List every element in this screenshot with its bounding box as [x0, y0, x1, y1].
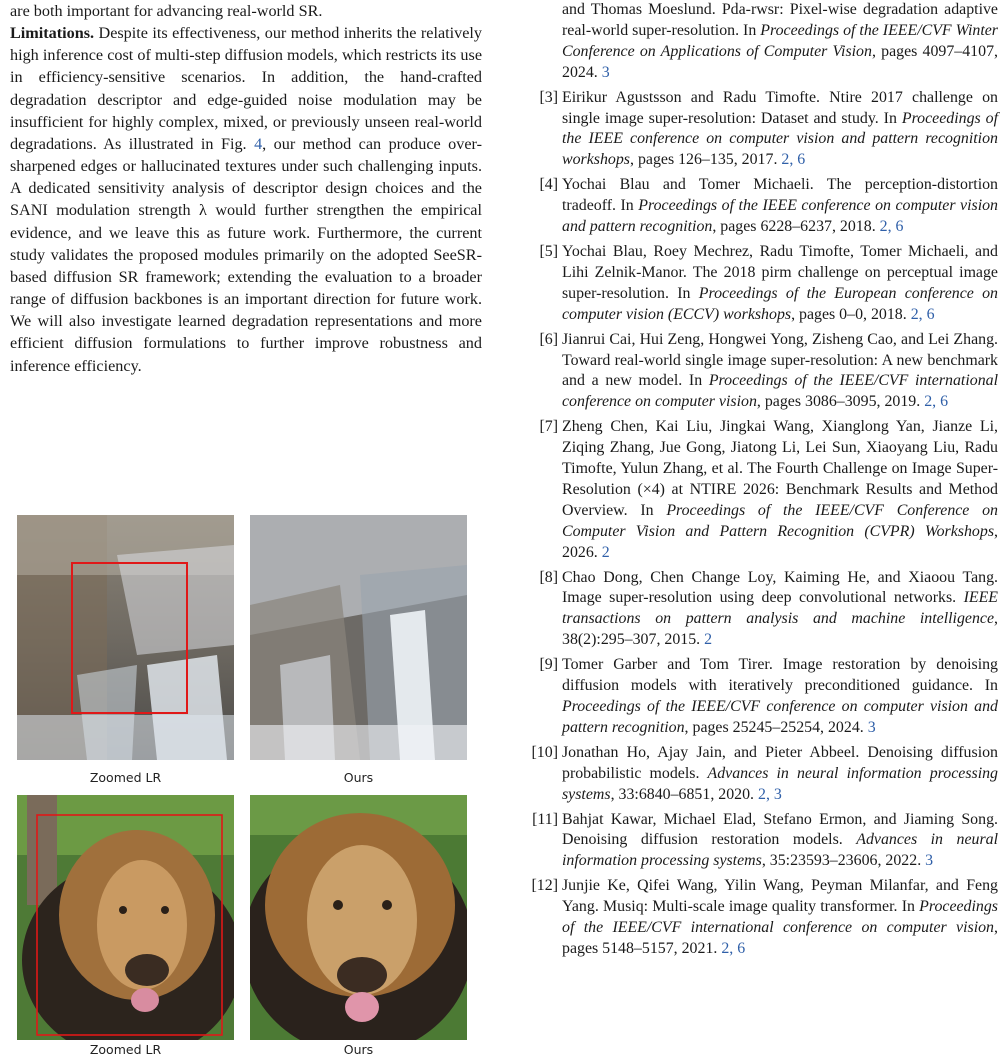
figure-reference-link[interactable]: 4 — [254, 134, 263, 153]
caption-zoomed-lr-2: Zoomed LR — [89, 1042, 162, 1057]
reference-authors-title: Chao Dong, Chen Change Loy, Kaiming He, and Xiaoou Tang. Image super-resolution using deep convolutional networks. — [562, 568, 998, 607]
reference-item — [524, 330, 998, 414]
reference-backlink[interactable]: 3 — [867, 718, 876, 736]
reference-authors-title: Yochai Blau, Roey Mechrez, Radu Timofte, Tomer Michaeli, and Lihi Zelnik-Manor. The 2018 pirm challenge on perceptual image super-resolution. In — [562, 242, 998, 302]
left-column — [10, 0, 482, 377]
reference-venue: Proceedings of the IEEE/CVF international conference on computer vision — [562, 898, 998, 937]
reference-authors-title: Junjie Ke, Qifei Wang, Yilin Wang, Peyman Milanfar, and Feng Yang. Musiq: Multi-scale image quality transformer. In — [562, 877, 998, 916]
reference-item — [524, 743, 998, 806]
reference-item — [524, 655, 998, 739]
reference-pages: , pages 25245–25254, 2024. — [684, 718, 868, 736]
reference-authors-title: Zheng Chen, Kai Liu, Jingkai Wang, Xianglong Yan, Jianze Li, Ziqing Zhang, Jue Gong, Jiatong Li, Lei Sun, Xiaoyang Liu, Radu Timofte, Yulun Zhang, et al. The Fourth Challenge on Image Super-Resolution (×4) at NTIRE 2026: Benchmark Results and Method Overview. In — [562, 418, 998, 519]
figure-4 — [17, 515, 477, 1057]
waterfall-ours-image — [250, 515, 467, 760]
reference-pages: , pages 6228–6237, 2018. — [712, 218, 880, 236]
limitations-text: Despite its effectiveness, our method inherits the relatively high inference cost of multi-step diffusion models, which restricts its use in efficiency-sensitive scenarios. In addition, the hand-crafted degradation descriptor and edge-guided noise modulation may be insufficient for highly complex, mixed, or previously unseen real-world degradations. As illustrated in Fig. — [10, 24, 482, 153]
reference-number: [12] — [531, 877, 558, 895]
reference-venue: Advances in neural information processing systems — [562, 764, 998, 803]
caption-ours-1: Ours — [343, 770, 374, 785]
reference-pages: , pages 4097–4107, 2024. — [562, 42, 998, 81]
reference-authors-title: Eirikur Agustsson and Radu Timofte. Ntire 2017 challenge on single image super-resolution: Dataset and study. In — [562, 88, 998, 127]
references-column — [524, 0, 998, 964]
reference-number: [7] — [539, 418, 558, 436]
reference-backlink[interactable]: 3 — [601, 63, 610, 81]
reference-pages: , 35:23593–23606, 2022. — [761, 852, 926, 870]
lion-ours-image — [250, 795, 467, 1040]
references-list — [524, 88, 998, 960]
waterfall-zoomed-lr-image — [17, 515, 234, 760]
reference-number: [6] — [539, 330, 558, 348]
reference-number: [11] — [532, 810, 558, 828]
reference-venue: Proceedings of the IEEE/CVF conference on computer vision and pattern recognition — [562, 698, 998, 736]
reference-item — [524, 568, 998, 652]
reference-backlink[interactable]: 2, 6 — [781, 151, 806, 169]
reference-item — [524, 417, 998, 563]
reference-backlink[interactable]: 2 — [704, 631, 713, 649]
lion-zoomed-lr-image — [17, 795, 234, 1040]
reference-pages: , 33:6840–6851, 2020. — [610, 785, 758, 803]
reference-number: [10] — [531, 743, 558, 761]
reference-pages: , pages 5148–5157, 2021. — [562, 919, 998, 957]
limitations-paragraph — [10, 22, 482, 377]
reference-pages: , 38(2):295–307, 2015. — [562, 610, 998, 649]
reference-item — [524, 88, 998, 172]
reference-backlink[interactable]: 2 — [601, 543, 610, 561]
reference-pages: , 2026. — [562, 522, 998, 561]
reference-venue: IEEE transactions on pattern analysis and machine intelligence — [562, 589, 998, 628]
reference-authors-title: Bahjat Kawar, Michael Elad, Stefano Ermon, and Jiaming Song. Denoising diffusion restoration models. — [562, 810, 998, 849]
reference-venue: Proceedings of the IEEE conference on computer vision and pattern recognition workshops — [562, 109, 998, 169]
reference-venue: Proceedings of the European conference on computer vision (ECCV) workshops — [562, 284, 999, 323]
reference-item — [524, 175, 998, 238]
reference-number: [4] — [539, 176, 558, 194]
reference-authors-title: Yochai Blau and Tomer Michaeli. The perception-distortion tradeoff. In — [562, 176, 998, 215]
reference-venue: Proceedings of the IEEE conference on computer vision and pattern recognition — [562, 197, 999, 236]
reference-pages: , pages 3086–3095, 2019. — [756, 393, 925, 411]
reference-item — [524, 242, 998, 326]
limitations-text-2: , our method can produce over-sharpened edges or hallucinated textures under such challenging inputs. A dedicated sensitivity analysis of descriptor design choices and the SANI modulation strength λ would further strengthen the empirical evidence, and we leave this as future work. Furthermore, the current study validates the proposed modules primarily on the adopted SeeSR-based diffusion SR framework; extending the evaluation to a broader range of diffusion backbones is an important direction for future work. We will also investigate learned degradation representations and more efficient diffusion formulations to further improve robustness and inference efficiency. — [10, 134, 482, 375]
reference-backlink[interactable]: 2, 3 — [758, 785, 782, 803]
limitations-heading: Limitations. — [10, 24, 95, 43]
reference-number: [8] — [539, 568, 558, 586]
reference-authors-title: Jonathan Ho, Ajay Jain, and Pieter Abbeel. Denoising diffusion probabilistic models. — [562, 743, 998, 782]
reference-authors-title: and Thomas Moeslund. Pda-rwsr: Pixel-wise degradation adaptive real-world super-resolution. In — [562, 1, 998, 39]
caption-zoomed-lr-1: Zoomed LR — [89, 770, 162, 785]
reference-item — [524, 876, 998, 960]
reference-pages: , pages 0–0, 2018. — [791, 305, 911, 323]
reference-backlink[interactable]: 2, 6 — [924, 393, 949, 411]
reference-authors-title: Jianrui Cai, Hui Zeng, Hongwei Yong, Zisheng Cao, and Lei Zhang. Toward real-world single image super-resolution: A new benchmark and a new model. In — [562, 330, 998, 390]
reference-authors-title: Tomer Garber and Tom Tirer. Image restoration by denoising diffusion models with iteratively preconditioned guidance. In — [562, 656, 998, 695]
reference-backlink[interactable]: 3 — [925, 852, 934, 870]
reference-item — [524, 810, 998, 873]
reference-number: [3] — [539, 88, 558, 106]
reference-backlink[interactable]: 2, 6 — [910, 305, 935, 323]
reference-backlink[interactable]: 2, 6 — [879, 218, 904, 236]
reference-venue: Proceedings of the IEEE/CVF Winter Conference on Applications of Computer Vision — [562, 21, 998, 60]
reference-continuation — [524, 0, 998, 84]
reference-backlink[interactable]: 2, 6 — [721, 939, 746, 957]
reference-number: [9] — [539, 656, 558, 674]
reference-venue: Advances in neural information processing systems — [562, 831, 998, 870]
reference-number: [5] — [539, 242, 558, 260]
reference-venue: Proceedings of the IEEE/CVF international conference on computer vision — [562, 372, 999, 411]
reference-pages: , pages 126–135, 2017. — [630, 151, 782, 169]
caption-ours-2: Ours — [343, 1042, 374, 1057]
body-first-line: are both important for advancing real-world SR. — [10, 2, 323, 20]
reference-venue: Proceedings of the IEEE/CVF Conference on Computer Vision and Pattern Recognition (CVPR) Workshops — [562, 501, 998, 540]
